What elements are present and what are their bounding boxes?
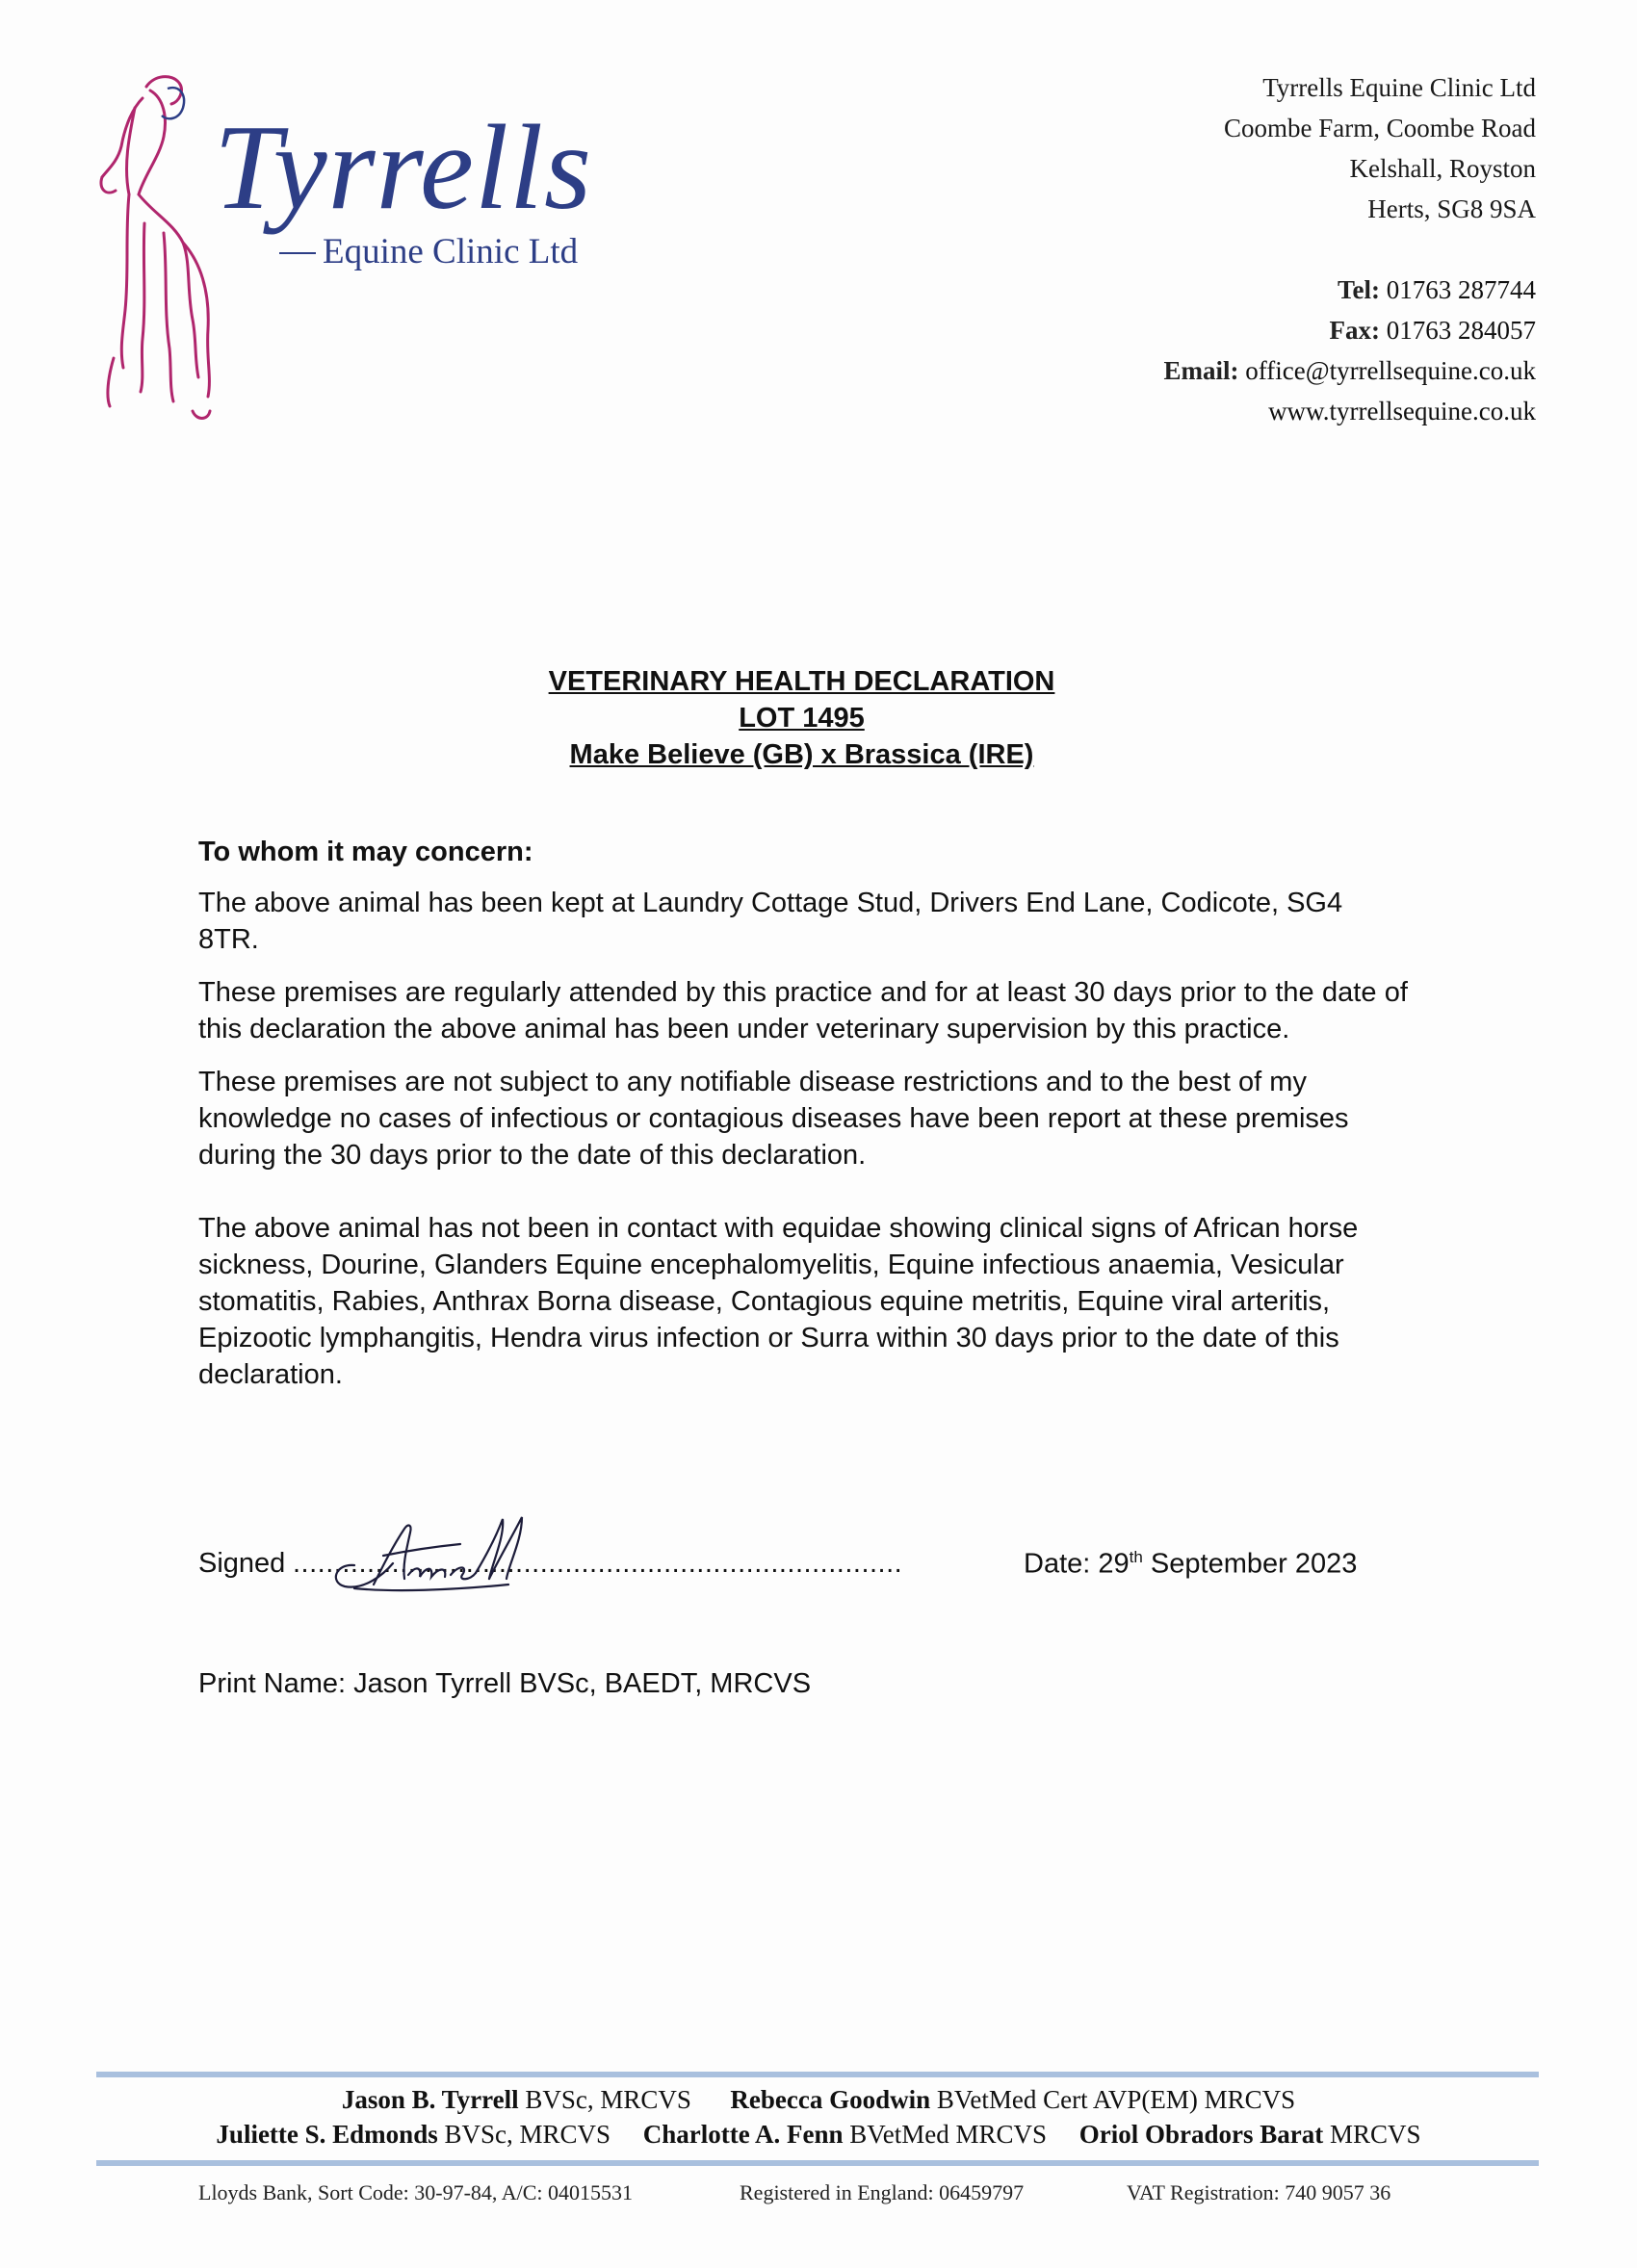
lot-number: LOT 1495 — [739, 703, 865, 734]
paragraph-contact: The above animal has not been in contact with equidae showing clinical signs of African horse sickness, Dourine, Glanders Equine encephalomyelitis, Equine infectious anaemia, Vesicular stomatitis, Rabies, Anthrax Borna disease, Contagious equine metritis, Equine viral arteritis, Epizootic lymphangitis, Hendra virus infection or Surra within 30 days prior to the date of this declaration. — [198, 1213, 1359, 1390]
fax-line — [1163, 310, 1536, 350]
footer-divider-top — [96, 2072, 1539, 2077]
tel-line — [1163, 270, 1536, 310]
email-value[interactable]: office@tyrrellsequine.co.uk — [1245, 356, 1536, 385]
partner-name: Juliette S. Edmonds — [216, 2120, 438, 2149]
paragraph-restrictions: These premises are not subject to any notifiable disease restrictions and to the best of my knowledge no cases of infectious or contagious diseases have been report at these premises during the 30 days prior to the date of this declaration. — [198, 1067, 1349, 1171]
paragraph-premises: The above animal has been kept at Laundry Cottage Stud, Drivers End Lane, Codicote, SG4 8TR. — [198, 888, 1343, 955]
horse-logo-icon — [87, 69, 231, 425]
declaration-title: VETERINARY HEALTH DECLARATION — [548, 666, 1055, 697]
signed-label: Signed — [198, 1548, 286, 1579]
greeting: To whom it may concern: — [198, 837, 533, 867]
partner-quals: MRCVS — [1330, 2120, 1421, 2149]
address-line: Kelshall, Royston — [1349, 154, 1536, 183]
paragraph-supervision: These premises are regularly attended by this practice and for at least 30 days prior to the date of this declaration the above animal has been under veterinary supervision by this practice. — [198, 977, 1408, 1044]
partner-quals: BVetMed Cert AVP(EM) MRCVS — [936, 2085, 1296, 2114]
signature-row — [198, 1548, 1469, 1594]
partner-name: Charlotte A. Fenn — [642, 2120, 844, 2149]
fax-value: 01763 284057 — [1386, 316, 1536, 345]
fax-label: Fax: — [1329, 316, 1380, 345]
declaration-date — [1024, 1548, 1357, 1581]
print-name: Print Name: Jason Tyrrell BVSc, BAEDT, MRCVS — [198, 1668, 812, 1699]
email-line — [1163, 350, 1536, 391]
partner-quals: BVSc, MRCVS — [525, 2085, 691, 2114]
partner-name: Oriol Obradors Barat — [1078, 2120, 1324, 2149]
vat-registration: VAT Registration: 740 9057 36 — [1127, 2180, 1391, 2204]
clinic-contacts — [1163, 270, 1536, 431]
tel-label: Tel: — [1337, 275, 1380, 304]
partner-name: Jason B. Tyrrell — [341, 2085, 519, 2114]
partner-name: Rebecca Goodwin — [730, 2085, 931, 2114]
company-registration: Registered in England: 06459797 — [740, 2180, 1025, 2204]
declaration-body — [198, 834, 1408, 1409]
date-suffix: th — [1129, 1548, 1143, 1566]
partner-quals: BVetMed MRCVS — [849, 2120, 1048, 2149]
address-line: Tyrrells Equine Clinic Ltd — [1262, 73, 1536, 102]
partners-row — [0, 2117, 1637, 2152]
handwritten-signature — [316, 1508, 557, 1599]
clinic-address — [1224, 67, 1536, 229]
pedigree: Make Believe (GB) x Brassica (IRE) — [569, 739, 1034, 770]
email-label: Email: — [1163, 356, 1239, 385]
footer-divider-bottom — [96, 2160, 1539, 2166]
partners-row — [0, 2082, 1637, 2117]
address-line: Herts, SG8 9SA — [1367, 194, 1536, 223]
declaration-title-block — [0, 663, 1603, 773]
tel-value: 01763 287744 — [1386, 275, 1536, 304]
bank-details: Lloyds Bank, Sort Code: 30-97-84, A/C: 04015531 — [198, 2180, 633, 2204]
date-label: Date: — [1024, 1548, 1091, 1580]
signature-line: .......................................................................... — [293, 1548, 903, 1579]
partners-list — [0, 2082, 1637, 2152]
partner-quals: BVSc, MRCVS — [444, 2120, 611, 2149]
address-line: Coombe Farm, Coombe Road — [1224, 114, 1536, 142]
date-day: 29 — [1098, 1548, 1130, 1580]
logo-wordmark: Tyrrells — [214, 101, 593, 235]
logo-divider — [279, 252, 316, 254]
date-month-year: September 2023 — [1150, 1548, 1358, 1580]
logo-subtitle: Equine Clinic Ltd — [323, 232, 579, 271]
website-line[interactable]: www.tyrrellsequine.co.uk — [1268, 397, 1536, 425]
